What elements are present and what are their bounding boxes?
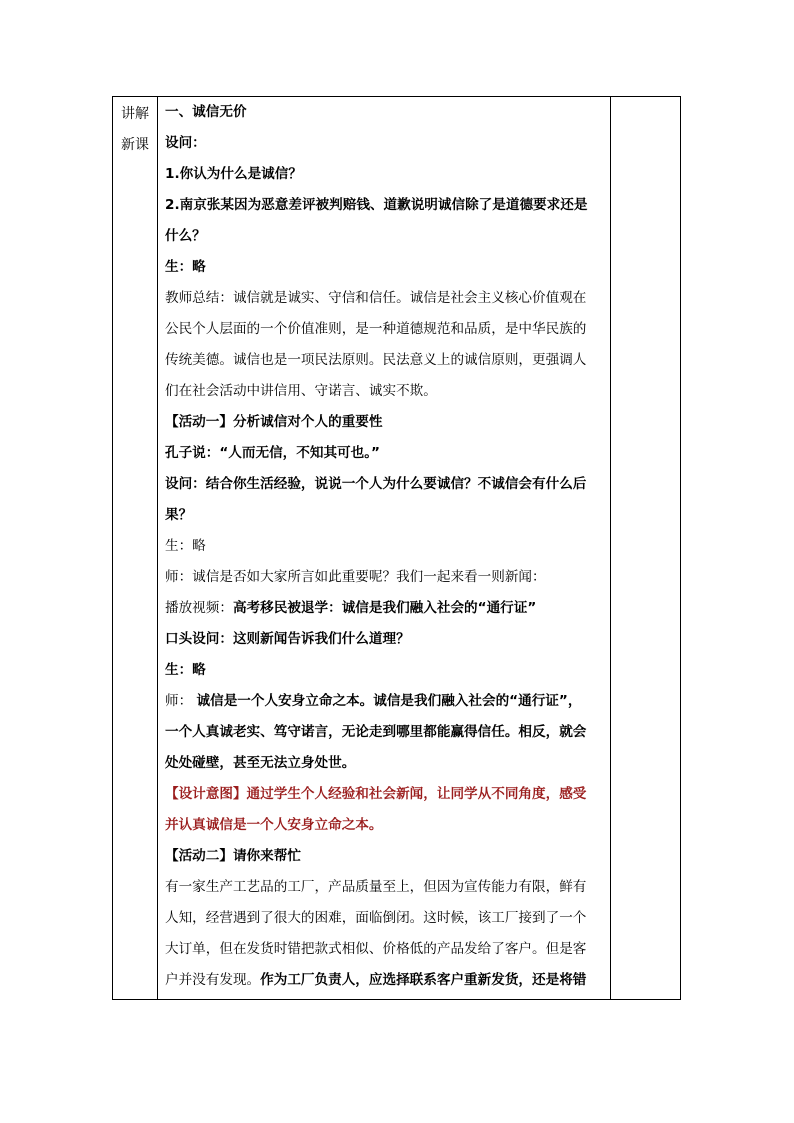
line-prefix: 播放视频：	[165, 600, 233, 616]
text-line: 们在社会活动中讲信用、守诺言、诚实不欺。	[165, 383, 437, 399]
text-line: 传统美德。诚信也是一项民法原则。民法意义上的诚信原则，更强调人	[165, 352, 587, 368]
text-line: 并认真诚信是一个人安身立命之本。	[165, 817, 383, 833]
text-line: 一、诚信无价	[165, 104, 247, 120]
text-line	[165, 965, 610, 996]
text-line: 生：略	[165, 662, 206, 678]
text-line: 一个人真诚老实、笃守诺言，无论走到哪里都能赢得信任。相反，就会	[165, 724, 587, 740]
text-line: 【设计意图】通过学生个人经验和社会新闻，让同学从不同角度，感受	[165, 786, 587, 802]
text-line: 2.南京张某因为恶意差评被判赔钱、道歉说明诚信除了是道德要求还是	[165, 197, 588, 213]
text-line: 教师总结：诚信就是诚实、守信和信任。诚信是社会主义核心价值观在	[165, 290, 587, 306]
line-rest: 作为工厂负责人，应选择联系客户重新发货，还是将错	[260, 972, 587, 988]
text-line: 有一家生产工艺品的工厂，产品质量至上，但因为宣传能力有限，鲜有	[165, 879, 587, 895]
text-line: 生：略	[165, 259, 206, 275]
text-line: 人知，经营遇到了很大的困难，面临倒闭。这时候，该工厂接到了一个	[165, 910, 587, 926]
text-line: 【活动二】请你来帮忙	[165, 848, 301, 864]
stage-label-cell	[113, 99, 157, 161]
text-line: 设问：	[165, 135, 206, 151]
stage-label-line: 新课	[121, 137, 149, 153]
text-line: 果？	[165, 507, 193, 523]
line-prefix: 师：	[165, 693, 197, 709]
line-rest: 诚信是一个人安身立命之本。诚信是我们融入社会的“通行证”，	[196, 693, 582, 709]
text-line: 1.你认为什么是诚信？	[165, 166, 302, 182]
text-line: 公民个人层面的一个价值准则，是一种道德规范和品质，是中华民族的	[165, 321, 587, 337]
stage-label-line: 讲解	[121, 106, 149, 122]
line-rest: 高考移民被退学：诚信是我们融入社会的“通行证”	[232, 600, 537, 616]
text-line: 【活动一】分析诚信对个人的重要性	[165, 414, 383, 430]
text-line: 处处碰壁，甚至无法立身处世。	[165, 755, 356, 771]
lesson-plan-table	[112, 96, 681, 1000]
content-cell	[165, 97, 610, 1001]
text-line	[165, 686, 610, 717]
text-line: 孔子说：“人而无信，不知其可也。”	[165, 445, 380, 461]
text-line: 设问：结合你生活经验，说说一个人为什么要诚信？不诚信会有什么后	[165, 476, 587, 492]
text-line: 口头设问：这则新闻告诉我们什么道理？	[165, 631, 410, 647]
column-divider	[157, 97, 158, 999]
text-line: 师：诚信是否如大家所言如此重要呢？我们一起来看一则新闻：	[165, 569, 546, 585]
text-line: 什么？	[165, 228, 206, 244]
column-divider	[610, 97, 611, 999]
line-prefix: 户并没有发现。	[165, 972, 261, 988]
text-line	[165, 593, 610, 624]
text-line: 大订单，但在发货时错把款式相似、价格低的产品发给了客户。但是客	[165, 941, 587, 957]
text-line: 生：略	[165, 538, 206, 554]
